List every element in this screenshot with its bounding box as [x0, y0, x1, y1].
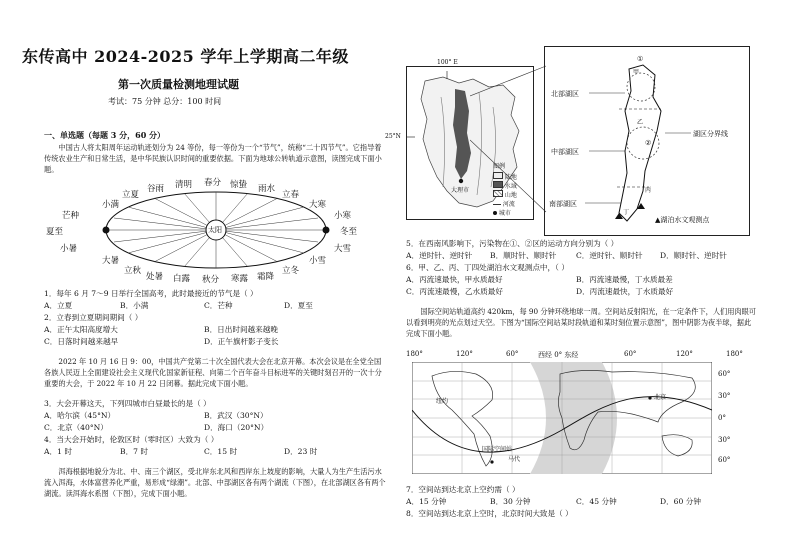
- term-label: 大寒: [309, 200, 327, 210]
- question-5-option-d[interactable]: D．顺时针、逆时针: [660, 251, 727, 260]
- circle-1-label: ①: [637, 55, 644, 63]
- term-label: 谷雨: [147, 184, 165, 194]
- exam-meta: 考试：75 分钟 总分：100 时间: [108, 97, 222, 106]
- lon-label: 西经 0° 东经: [538, 351, 579, 359]
- place-label: 北京: [654, 394, 667, 401]
- point-label: 丁: [623, 209, 630, 216]
- map1-city-label: 大理市: [451, 187, 470, 194]
- question-1-option-c[interactable]: C．芒种: [204, 301, 233, 310]
- legend-item: 陆地: [504, 174, 517, 181]
- lat-label: 0°: [718, 414, 726, 422]
- point-label: 甲: [633, 69, 640, 76]
- term-label: 冬至: [340, 227, 358, 237]
- map-connector-lines: [470, 60, 550, 220]
- question-2-option-a[interactable]: A．正午太阳高度增大: [44, 325, 118, 334]
- exam-subtitle: 第一次质量检测地理试题: [118, 78, 239, 91]
- term-label: 大暑: [102, 256, 120, 266]
- station-legend: ▲湖泊水文观测点: [655, 216, 710, 224]
- legend-title: 图例: [493, 163, 506, 170]
- lat-label: 60°: [718, 456, 731, 464]
- question-2-stem: 2．立春到立夏期间期间（ ）: [44, 313, 143, 322]
- intro-paragraph-3: 洱海根据地貌分为北、中、南三个湖区，受北岸东北风和西岸东上坡度的影响，大量人为生产生活污水流入洱海，水体富营养化严重，易形成“绿潮”。北部、中部湖区各有两个湖流（下图），在北部湖区各有两个湖流。读洱海水系图（下图），完成下面小题。: [44, 467, 386, 499]
- legend-item: 水域: [504, 183, 517, 190]
- term-label: 秋分: [202, 275, 220, 285]
- term-label: 立冬: [282, 266, 300, 276]
- intro-paragraph-2: 2022 年 10 月 16 日 9：00，中国共产党第二十次全国代表大会在北京开幕。本次会议是在全党全国各族人民迈上全面建设社会主义现代化国家新征程、向第二个百年奋斗目标进军的关键时刻召开的一次十分重要的大会，于 2022 年 10 月 22 日闭幕。据此完成下面小题。: [44, 357, 382, 389]
- question-6-option-d[interactable]: D．丙流速最快，丁水质最好: [576, 287, 674, 296]
- lat-label: 30°: [718, 436, 731, 444]
- term-label: 小满: [102, 200, 120, 210]
- question-5-stem: 5．在西南风影响下，污染物在①、②区的运动方向分别为（ ）: [406, 239, 619, 248]
- place-label: 纽约: [436, 398, 449, 405]
- term-label: 立秋: [124, 266, 142, 276]
- question-1-option-d[interactable]: D．夏至: [284, 301, 313, 310]
- point-label: 乙: [637, 119, 644, 126]
- question-4-option-d[interactable]: D．23 时: [284, 447, 318, 456]
- term-label: 霜降: [257, 272, 275, 282]
- question-3-option-c[interactable]: C．北京（40°N）: [44, 423, 108, 432]
- question-4-option-a[interactable]: A．1 时: [44, 447, 72, 456]
- orbit-diagram: [44, 178, 389, 284]
- term-label: 小寒: [334, 211, 352, 221]
- term-label: 清明: [175, 180, 193, 190]
- question-5-option-b[interactable]: B．顺时针、顺时针: [490, 251, 557, 260]
- lat-label: 60°: [718, 370, 731, 378]
- term-label: 小雪: [309, 256, 327, 266]
- question-6-stem: 6．甲、乙、丙、丁四处湖泊水文观测点中，（ ）: [406, 263, 569, 272]
- map1-lon-label: 100° E: [437, 59, 458, 66]
- question-5-option-a[interactable]: A．逆时针、逆时针: [406, 251, 473, 260]
- point-label: 丙: [645, 187, 652, 194]
- term-label: 芒种: [62, 211, 80, 221]
- place-label: 马代: [508, 456, 521, 463]
- question-2-option-d[interactable]: D．正午旗杆影子变长: [204, 337, 279, 346]
- question-3-stem: 3．大会开幕这天，下列四城市白昼最长的是（ ）: [44, 399, 211, 408]
- intro-paragraph-4: 国际空间站轨道高约 420km，每 90 分钟环绕地球一周。空间站反射阳光，在一定条件下，人们用肉眼可以看到明亮的光点划过天空。下图为“国际空间站某时段轨道和某时刻位置示意图”，图中阴影为夜半球，据此完成下面小题。: [406, 307, 756, 339]
- erhai-lake-map: [544, 46, 750, 236]
- question-4-option-c[interactable]: C．15 时: [204, 447, 238, 456]
- question-2-option-b[interactable]: B．日出时间越来越晚: [204, 325, 278, 334]
- question-6-option-c[interactable]: C．丙流速最慢，乙水质最好: [406, 287, 503, 296]
- map1-lat-label: 25°N: [385, 133, 401, 140]
- term-label: 寒露: [231, 274, 249, 284]
- term-label: 惊蛰: [230, 180, 248, 190]
- question-4-stem: 4．当大会开始时，伦敦区时（零时区）大致为（ ）: [44, 435, 219, 444]
- world-map-drawing: [412, 362, 712, 474]
- term-label: 大雪: [334, 244, 352, 254]
- intro-paragraph-1: 中国古人将太阳周年运动轨迹划分为 24 等份，每一等份为一个“节气”，统称“二十四节气”。它指导着传统农业生产和日常生活，是中华民族认识时间的重要依据。下面为地球公转轨道示意图，读图完成下面小题。: [44, 143, 382, 175]
- north-zone-label: 北部湖区: [551, 90, 579, 98]
- middle-zone-label: 中部湖区: [551, 148, 579, 156]
- place-label: 国际空间站: [482, 446, 513, 453]
- lon-label: 60°: [506, 350, 519, 358]
- term-label: 白露: [173, 274, 191, 284]
- question-7-stem: 7．空间站到达北京上空约需（ ）: [406, 485, 520, 494]
- question-6-option-a[interactable]: A．丙流速最快，甲水质最好: [406, 275, 503, 284]
- exam-title: 东传高中 2024-2025 学年上学期高二年级: [22, 47, 349, 66]
- term-label: 立春: [282, 190, 300, 200]
- legend-item: 城市: [498, 210, 511, 217]
- circle-2-label: ②: [645, 139, 652, 147]
- boundary-label: 湖区分界线: [693, 130, 728, 138]
- question-1-stem: 1．每年 6 月 7～9 日举行全国高考，此时最接近的节气是（ ）: [44, 289, 258, 298]
- question-7-option-c[interactable]: C．45 分钟: [576, 497, 617, 506]
- lon-label: 180°: [406, 350, 423, 358]
- sun-label: 太阳: [208, 226, 222, 234]
- question-1-option-b[interactable]: B．小满: [120, 301, 149, 310]
- term-label: 处暑: [146, 272, 164, 282]
- term-label: 春分: [204, 178, 222, 188]
- question-8-stem: 8．空间站到达北京上空时，北京时间大致是（ ）: [406, 509, 573, 518]
- term-label: 雨水: [258, 184, 276, 194]
- lon-label: 60°: [624, 350, 637, 358]
- lon-label: 180°: [726, 350, 743, 358]
- question-5-option-c[interactable]: C．逆时针、顺时针: [576, 251, 643, 260]
- question-3-option-a[interactable]: A．哈尔滨（45°N）: [44, 411, 116, 420]
- term-label: 立夏: [122, 190, 140, 200]
- question-7-option-d[interactable]: D．60 分钟: [660, 497, 701, 506]
- question-4-option-b[interactable]: B．7 时: [120, 447, 149, 456]
- legend-item: 河流: [502, 201, 515, 208]
- question-1-option-a[interactable]: A．立夏: [44, 301, 73, 310]
- term-label: 小暑: [60, 244, 78, 254]
- lat-label: 30°: [718, 392, 731, 400]
- term-label: 夏至: [46, 227, 64, 237]
- south-zone-label: 南部湖区: [549, 200, 577, 208]
- lon-label: 120°: [456, 350, 473, 358]
- lon-label: 120°: [676, 350, 693, 358]
- section-heading: 一、单选题（每题 3 分，60 分）: [44, 130, 166, 140]
- question-3-option-b[interactable]: B．武汉（30°N）: [204, 411, 268, 420]
- question-6-option-b[interactable]: B．丙流速最慢，丁水质最差: [576, 275, 673, 284]
- question-2-option-c[interactable]: C．日落时间越来越早: [44, 337, 119, 346]
- question-7-option-b[interactable]: B．30 分钟: [490, 497, 531, 506]
- iss-orbit-map: [406, 350, 758, 480]
- legend-item: 山地: [504, 192, 517, 199]
- question-7-option-a[interactable]: A．15 分钟: [406, 497, 447, 506]
- question-3-option-d[interactable]: D．海口（20°N）: [204, 423, 269, 432]
